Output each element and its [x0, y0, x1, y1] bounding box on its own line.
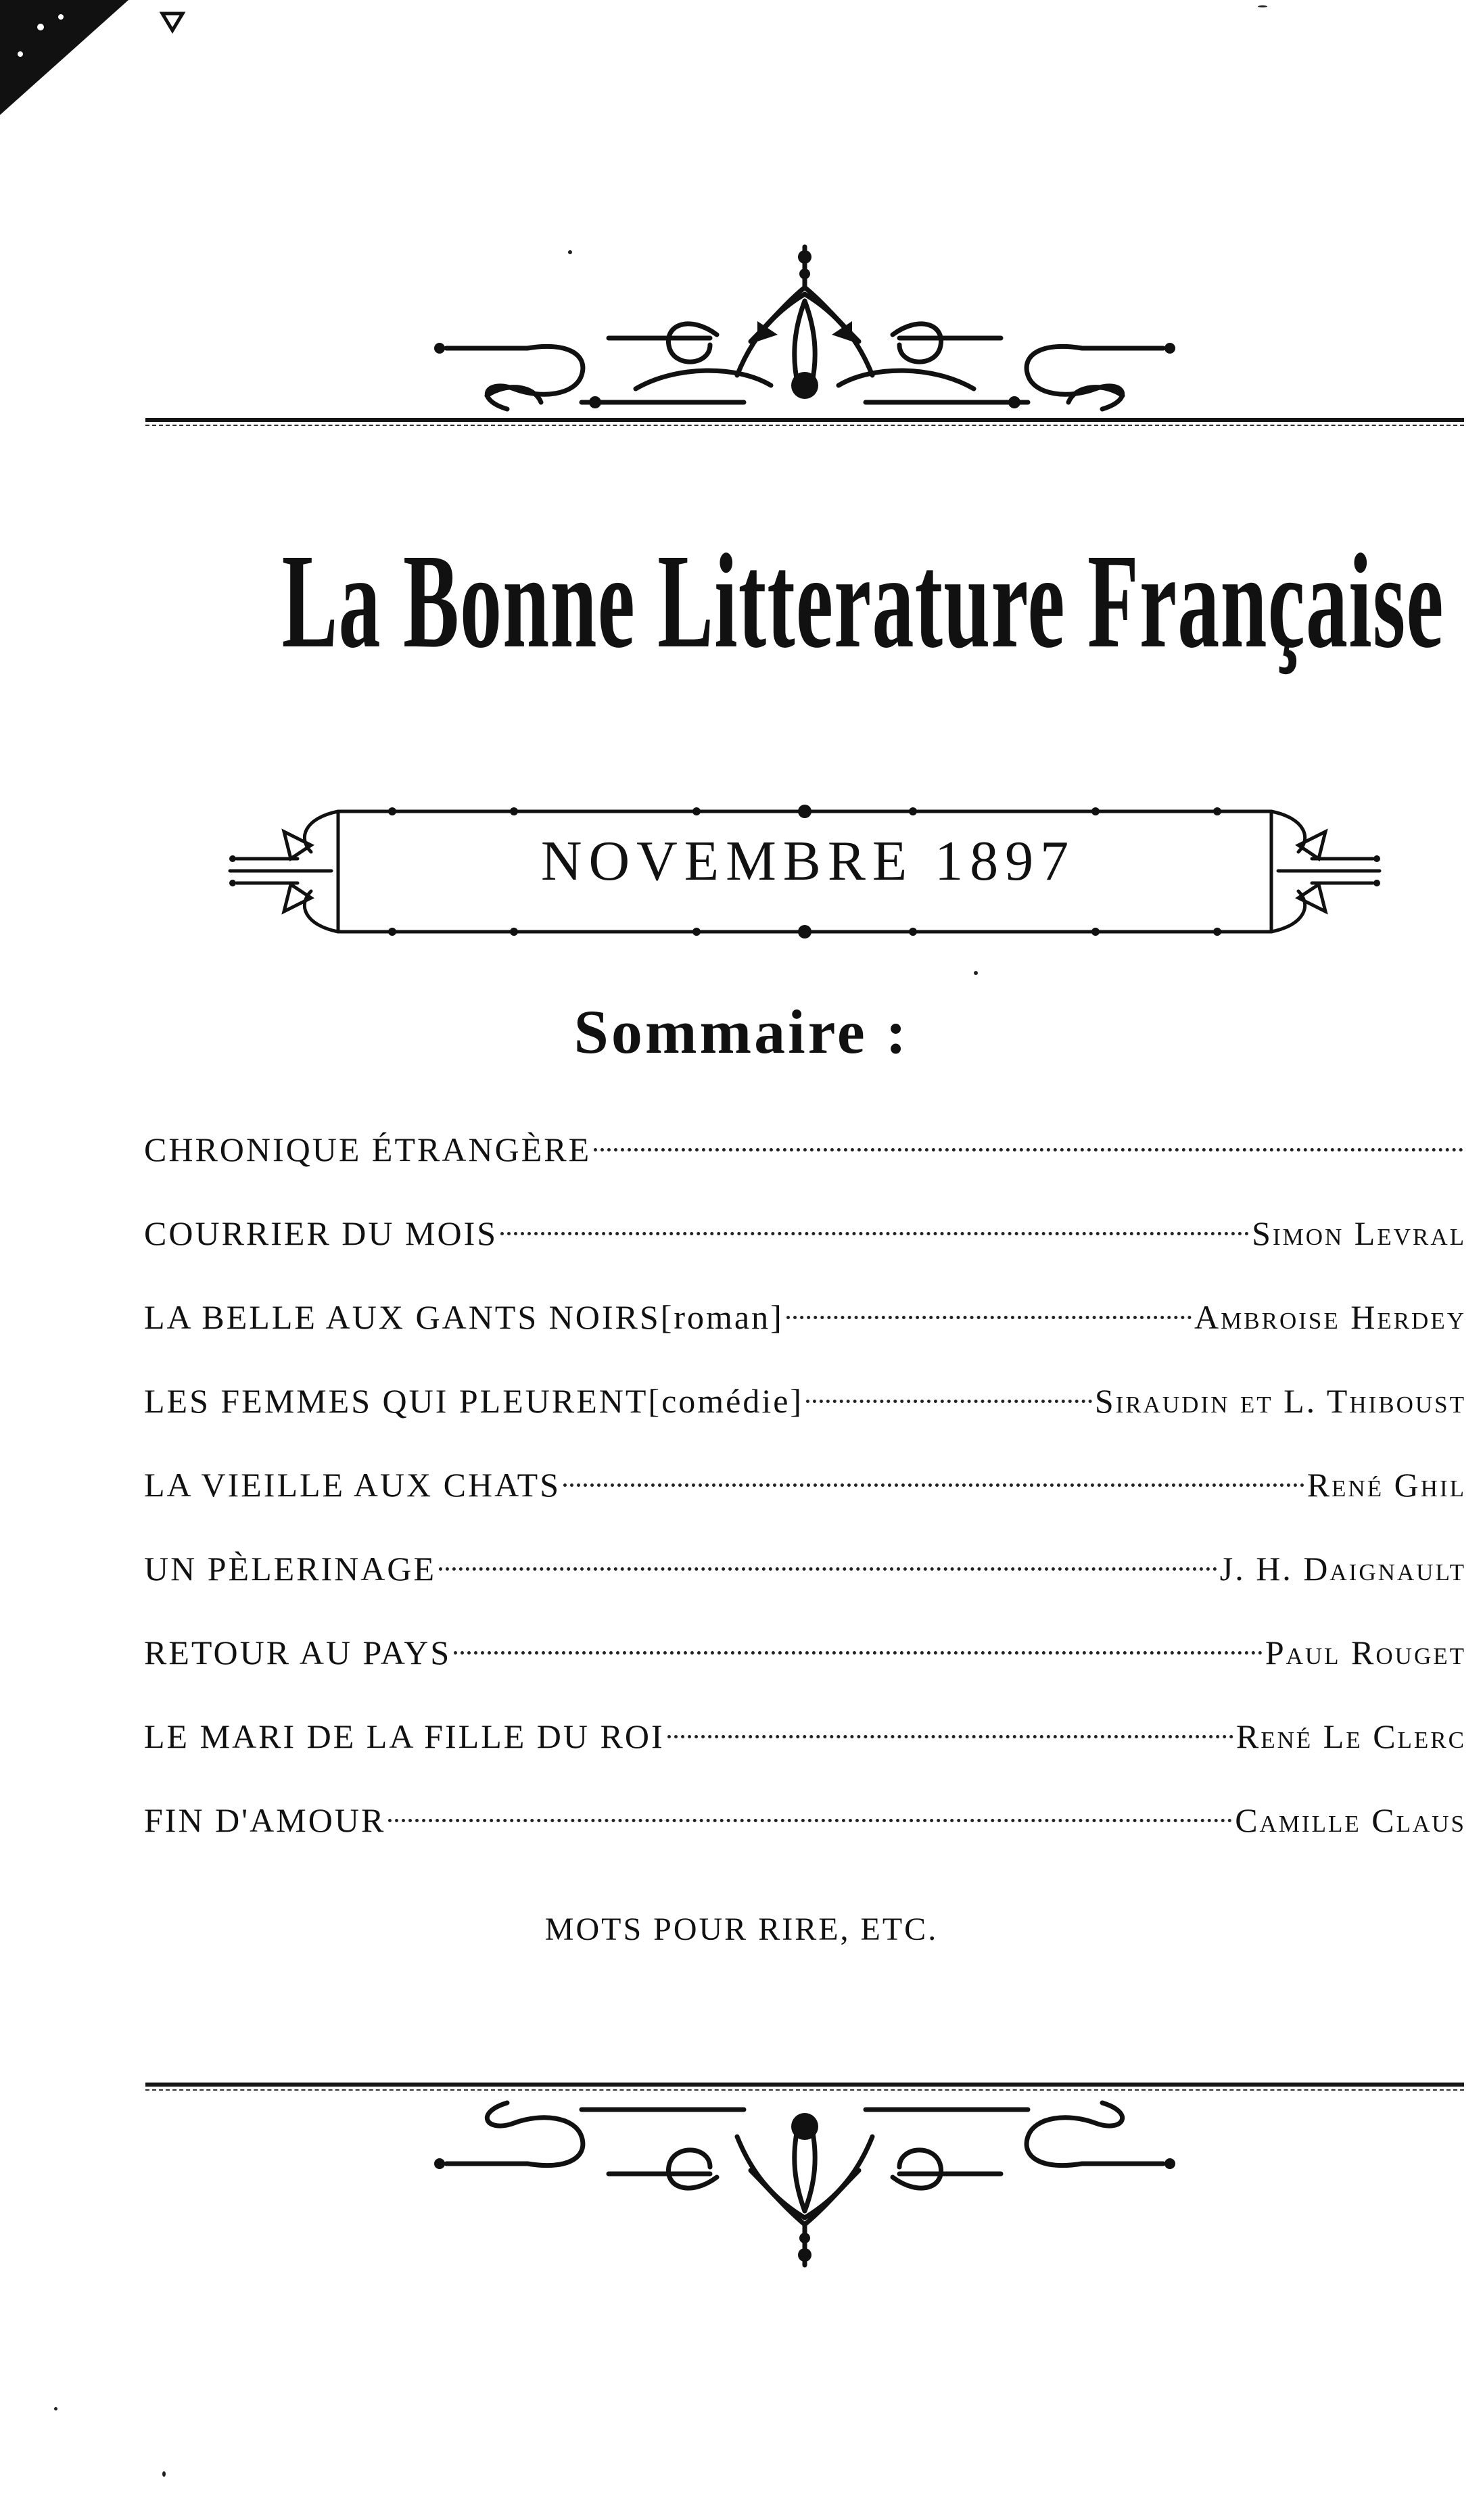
toc-entry-genre: [roman] — [660, 1298, 784, 1336]
toc-entry-title: LE MARI DE LA FILLE DU ROI — [144, 1717, 665, 1755]
toc-entry — [144, 1625, 1466, 1680]
closing-line: MOTS POUR RIRE, ETC. — [544, 1911, 939, 1947]
toc-entry-author: René Ghil — [1307, 1466, 1466, 1504]
paper-speck — [974, 971, 978, 975]
sommaire-heading: Sommaire : — [573, 997, 910, 1066]
top-double-rule — [145, 418, 1464, 422]
toc-leader-dots — [667, 1735, 1233, 1738]
issue-date: NOVEMBRE 1897 — [540, 830, 1076, 893]
toc-entry-title: LA BELLE AUX GANTS NOIRS — [144, 1298, 661, 1336]
toc-entry-title: LES FEMMES QUI PLEURENT — [144, 1382, 649, 1420]
toc-entry-genre: [comédie] — [648, 1382, 804, 1420]
toc-leader-dots — [454, 1651, 1263, 1655]
toc-leader-dots — [786, 1316, 1192, 1319]
toc-entry-title: COURRIER DU MOIS — [144, 1214, 498, 1252]
page-title: La Bonne Litterature Française — [281, 527, 1444, 676]
toc-entry — [144, 1122, 1466, 1176]
toc-entry-title: FIN D'AMOUR — [144, 1801, 386, 1839]
bottom-double-rule — [145, 2083, 1464, 2087]
toc-entry — [144, 1374, 1466, 1428]
toc-entry-author: Camille Claus — [1235, 1801, 1466, 1839]
toc-entry-title: LA VIEILLE AUX CHATS — [144, 1466, 561, 1504]
paper-speck — [568, 250, 572, 254]
toc-entry — [144, 1793, 1466, 1847]
toc-entry — [144, 1206, 1466, 1260]
toc-leader-dots — [806, 1400, 1092, 1403]
toc-entry-author: Paul Rouget — [1265, 1634, 1466, 1671]
paper-speck — [162, 2471, 166, 2477]
toc-entry-title: UN PÈLERINAGE — [144, 1550, 437, 1588]
bottom-ornament-icon — [433, 2096, 1177, 2272]
paper-speck — [1258, 5, 1267, 7]
top-ornament-icon — [433, 240, 1177, 416]
toc-entry-author: Ambroise Herdey — [1194, 1298, 1466, 1336]
table-of-contents — [144, 1122, 1466, 1886]
toc-entry — [144, 1290, 1466, 1344]
torn-corner — [0, 0, 203, 122]
toc-entry-title: CHRONIQUE ÉTRANGÈRE — [144, 1131, 592, 1168]
toc-leader-dots — [439, 1567, 1217, 1571]
toc-entry-author: J. H. Daignault — [1219, 1550, 1466, 1588]
toc-entry — [144, 1709, 1466, 1763]
toc-leader-dots — [594, 1148, 1463, 1151]
toc-entry-title: RETOUR AU PAYS — [144, 1634, 452, 1671]
toc-leader-dots — [500, 1232, 1249, 1235]
toc-entry-author: René Le Clerc — [1235, 1717, 1466, 1755]
toc-entry — [144, 1458, 1466, 1512]
toc-entry — [144, 1542, 1466, 1596]
toc-entry-author: Siraudin et L. Thiboust — [1094, 1382, 1466, 1420]
paper-speck — [54, 2407, 57, 2410]
toc-leader-dots — [563, 1483, 1304, 1487]
toc-leader-dots — [388, 1819, 1232, 1822]
toc-entry-author: Simon Levral — [1252, 1214, 1466, 1252]
